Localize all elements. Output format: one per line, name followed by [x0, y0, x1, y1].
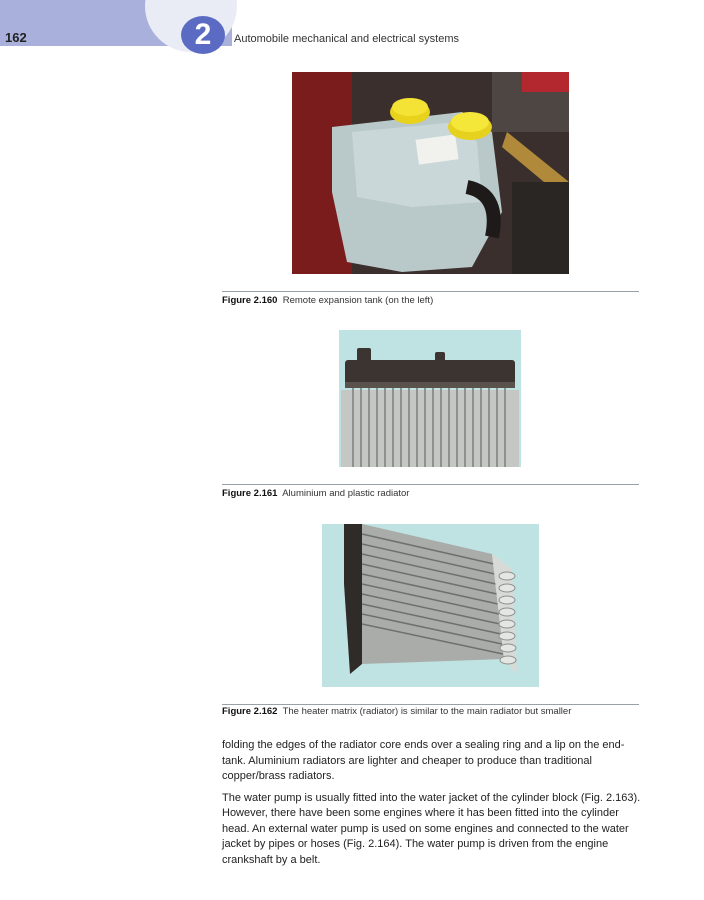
figure-label: Figure 2.160 — [222, 295, 278, 306]
figure-2-160-photo — [292, 72, 569, 274]
figure-2-162-photo — [322, 524, 539, 687]
chapter-badge: 2 — [181, 16, 225, 54]
page-header — [0, 0, 704, 51]
body-paragraph: The water pump is usually fitted into the water jacket of the cylinder block (Fig. 2.163). However, there have been some engines where it has been fitted into the cylinder head. An external water pump is used on some engines and connected to the water jacket by pipes or hoses (Fig. 2.164). The water pump is driven from the engine crankshaft by a belt. — [222, 791, 641, 866]
running-title: Automobile mechanical and electrical systems — [234, 33, 459, 45]
figure-label: Figure 2.161 — [222, 488, 278, 499]
figure-caption-text: Remote expansion tank (on the left) — [282, 295, 434, 306]
figure-caption-text: The heater matrix (radiator) is similar to the main radiator but smaller — [282, 706, 572, 717]
figure-2-161-caption — [222, 488, 409, 499]
figure-2-162-rule — [222, 704, 639, 705]
body-text — [222, 738, 642, 874]
figure-caption-text: Aluminium and plastic radiator — [282, 488, 410, 499]
figure-2-160-rule — [222, 291, 639, 292]
page-number: 162 — [5, 30, 27, 45]
figure-2-162-caption — [222, 706, 571, 717]
figure-2-161-rule — [222, 484, 639, 485]
figure-2-161-photo — [339, 330, 521, 467]
figure-2-160-caption — [222, 295, 433, 306]
body-paragraph: folding the edges of the radiator core ends over a sealing ring and a lip on the end-tank. Aluminium radiators are lighter and cheaper to produce than traditional copper/brass radiators. — [222, 739, 625, 782]
figure-label: Figure 2.162 — [222, 706, 278, 717]
